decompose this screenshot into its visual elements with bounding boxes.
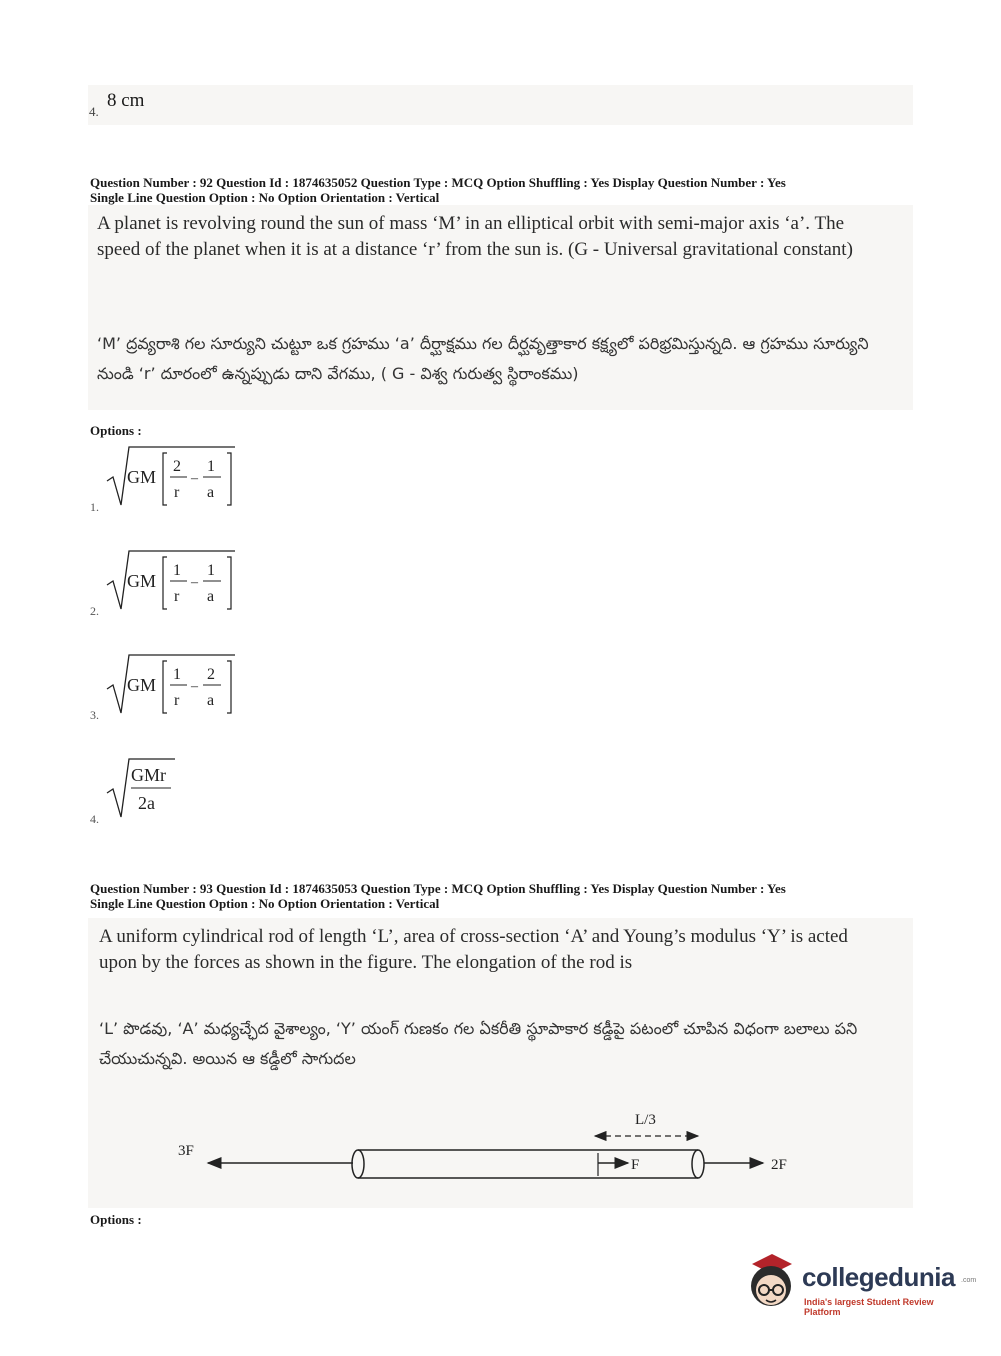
- collegedunia-logo[interactable]: [742, 1252, 977, 1317]
- q92-option-3-number: 3.: [90, 708, 99, 722]
- frac1-denominator: r: [174, 484, 180, 501]
- q92-option-3-formula[interactable]: [105, 651, 245, 726]
- q93-english-text: A uniform cylindrical rod of length ‘L’, area of cross-section ‘A’ and Young’s modulus ‘Y’ is acted upon by the forces as shown in the figure. The elongation of the rod is: [99, 926, 848, 973]
- mid-force-label: F: [631, 1157, 640, 1173]
- q92-telugu-text: ‘M’ ద్రవ్యరాశి గల సూర్యుని చుట్టూ ఒక గ్రహము ‘a’ దీర్ఘాక్షము గల దీర్ఘవృత్తాకార కక్ష్యలో పరిభ్రమిస్తున్నది. ఆ గ్రహము సూర్యుని నుండి ‘r’ దూరంలో ఉన్నప్పుడు దాని వేగము, ( G - విశ్వ గురుత్వ స్థిరాంకము): [97, 334, 869, 383]
- rod-left-end: [352, 1150, 364, 1178]
- gm-symbol: GM: [127, 467, 157, 487]
- frac1-numerator: 1: [173, 666, 181, 683]
- q92-option-1-formula[interactable]: [105, 443, 245, 518]
- length-label: L/3: [635, 1112, 656, 1128]
- q92-meta-line1: Question Number : 92 Question Id : 1874635052 Question Type : MCQ Option Shuffling : Yes Display Question Number : Yes: [90, 175, 786, 190]
- frac2-numerator: 2: [207, 666, 215, 683]
- minus-sign: –: [191, 679, 198, 694]
- sqrt-numerator: GMr: [131, 765, 166, 785]
- q93-rod-figure: [173, 1108, 813, 1188]
- mascot-icon: [742, 1252, 800, 1312]
- gm-symbol: GM: [127, 571, 157, 591]
- q92-option-4-number: 4.: [90, 812, 99, 826]
- frac2-denominator: a: [207, 692, 215, 709]
- right-force-label: 2F: [771, 1157, 787, 1173]
- prev-option-number: 4.: [89, 104, 99, 119]
- q92-meta: [90, 175, 910, 205]
- gm-symbol: GM: [127, 675, 157, 695]
- q93-meta-line1: Question Number : 93 Question Id : 1874635053 Question Type : MCQ Option Shuffling : Yes Display Question Number : Yes: [90, 881, 786, 896]
- frac1-numerator: 1: [173, 562, 181, 579]
- frac2-denominator: a: [207, 484, 215, 501]
- q93-telugu-text: ‘L’ పొడవు, ‘A’ మధ్యచ్ఛేద వైశాల్యం, ‘Y’ యంగ్ గుణకం గల ఏకరీతి స్థూపాకార కడ్డీపై పటంలో చూపిన విధంగా బలాలు పని చేయుచున్నవి. అయిన ఆ కడ్డీలో సాగుదల: [99, 1019, 858, 1068]
- q93-question-box: [88, 918, 913, 1208]
- logo-tagline: India's largest Student Review Platform: [804, 1297, 934, 1317]
- prev-option-text: 8 cm: [107, 90, 145, 111]
- frac1-denominator: r: [174, 692, 180, 709]
- frac1-numerator: 2: [173, 458, 181, 475]
- frac2-denominator: a: [207, 588, 215, 605]
- rod-right-end: [692, 1150, 704, 1178]
- frac2-numerator: 1: [207, 562, 215, 579]
- q93-meta-line2: Single Line Question Option : No Option Orientation : Vertical: [90, 896, 440, 911]
- frac1-denominator: r: [174, 588, 180, 605]
- q92-question-box: [88, 205, 913, 410]
- q92-option-1-number: 1.: [90, 500, 99, 514]
- q93-meta: [90, 881, 910, 911]
- logo-name: collegedunia: [802, 1262, 955, 1292]
- sqrt-denominator: 2a: [138, 793, 155, 813]
- q92-meta-line2: Single Line Question Option : No Option Orientation : Vertical: [90, 190, 440, 205]
- logo-suffix: .com: [961, 1277, 977, 1284]
- minus-sign: –: [191, 471, 198, 486]
- q92-option-4-formula[interactable]: [105, 755, 195, 830]
- left-force-label: 3F: [178, 1143, 194, 1159]
- q93-options-label: Options :: [90, 1212, 142, 1227]
- prev-option-area: [88, 85, 913, 125]
- q92-option-2-formula[interactable]: [105, 547, 245, 622]
- q92-option-2-number: 2.: [90, 604, 99, 618]
- q92-english-text: A planet is revolving round the sun of mass ‘M’ in an elliptical orbit with semi-major axis ‘a’. The speed of the planet when it is at a distance ‘r’ from the sun is. (G - Universal gravitational constant): [97, 213, 853, 260]
- q92-options-label: Options :: [90, 423, 142, 438]
- frac2-numerator: 1: [207, 458, 215, 475]
- minus-sign: –: [191, 575, 198, 590]
